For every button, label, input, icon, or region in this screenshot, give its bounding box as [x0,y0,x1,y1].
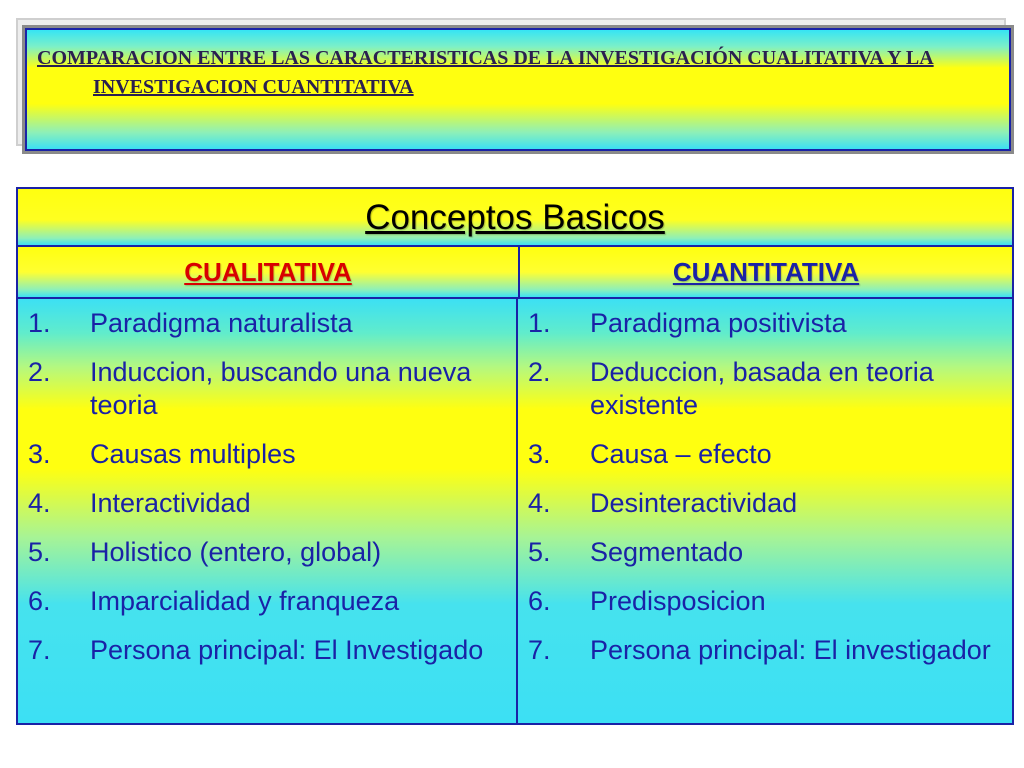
item-number: 6. [528,586,551,616]
item-text: Paradigma naturalista [90,308,353,338]
column-cualitativa [18,299,518,723]
item-text: Predisposicion [590,586,766,616]
item-text: Interactividad [90,488,251,518]
title-box [22,25,1014,154]
table-heading-row [18,189,1012,247]
item-number: 7. [528,635,551,665]
list-item [28,438,506,471]
list-item [28,356,506,422]
item-number: 3. [28,439,51,469]
list-item [28,307,506,340]
item-number: 2. [28,357,51,387]
table-body-row [18,299,1012,723]
cuantitativa-list [528,307,1002,667]
list-item [528,487,1002,520]
item-text: Segmentado [590,537,744,567]
item-number: 6. [28,586,51,616]
list-item [528,438,1002,471]
list-item [28,487,506,520]
item-text: Causa – efecto [590,439,772,469]
item-text: Induccion, buscando una nueva teoria [90,357,472,420]
column-header-cualitativa: CUALITATIVA [18,247,520,297]
list-item [528,634,1002,667]
item-text: Desinteractividad [590,488,798,518]
column-header-row [18,247,1012,299]
item-text: Holistico (entero, global) [90,537,382,567]
item-number: 7. [28,635,51,665]
item-text: Deduccion, basada en teoria existente [590,357,934,420]
column-cuantitativa [518,299,1012,723]
item-number: 4. [528,488,551,518]
item-text: Causas multiples [90,439,296,469]
list-item [28,585,506,618]
title-box-inner [27,30,1009,149]
list-item [528,356,1002,422]
item-number: 1. [528,308,551,338]
list-item [528,585,1002,618]
cualitativa-list [28,307,506,667]
column-header-cuantitativa: CUANTITATIVA [672,256,860,287]
item-text: Persona principal: El investigador [590,635,991,665]
list-item [28,634,506,667]
item-number: 4. [28,488,51,518]
item-text: Paradigma positivista [590,308,847,338]
list-item [528,307,1002,340]
item-number: 2. [528,357,551,387]
item-text: Persona principal: El Investigado [90,635,484,665]
item-number: 5. [528,537,551,567]
list-item [528,536,1002,569]
comparison-table [16,187,1014,725]
list-item [28,536,506,569]
item-number: 5. [28,537,51,567]
item-number: 3. [528,439,551,469]
item-text: Imparcialidad y franqueza [90,586,400,616]
table-heading: Conceptos Basicos [365,198,665,237]
item-number: 1. [28,308,51,338]
slide-title: COMPARACION ENTRE LAS CARACTERISTICAS DE LA INVESTIGACIÓN CUALITATIVA Y LA INVESTIGACION CUANTITATIVA [37,47,934,98]
